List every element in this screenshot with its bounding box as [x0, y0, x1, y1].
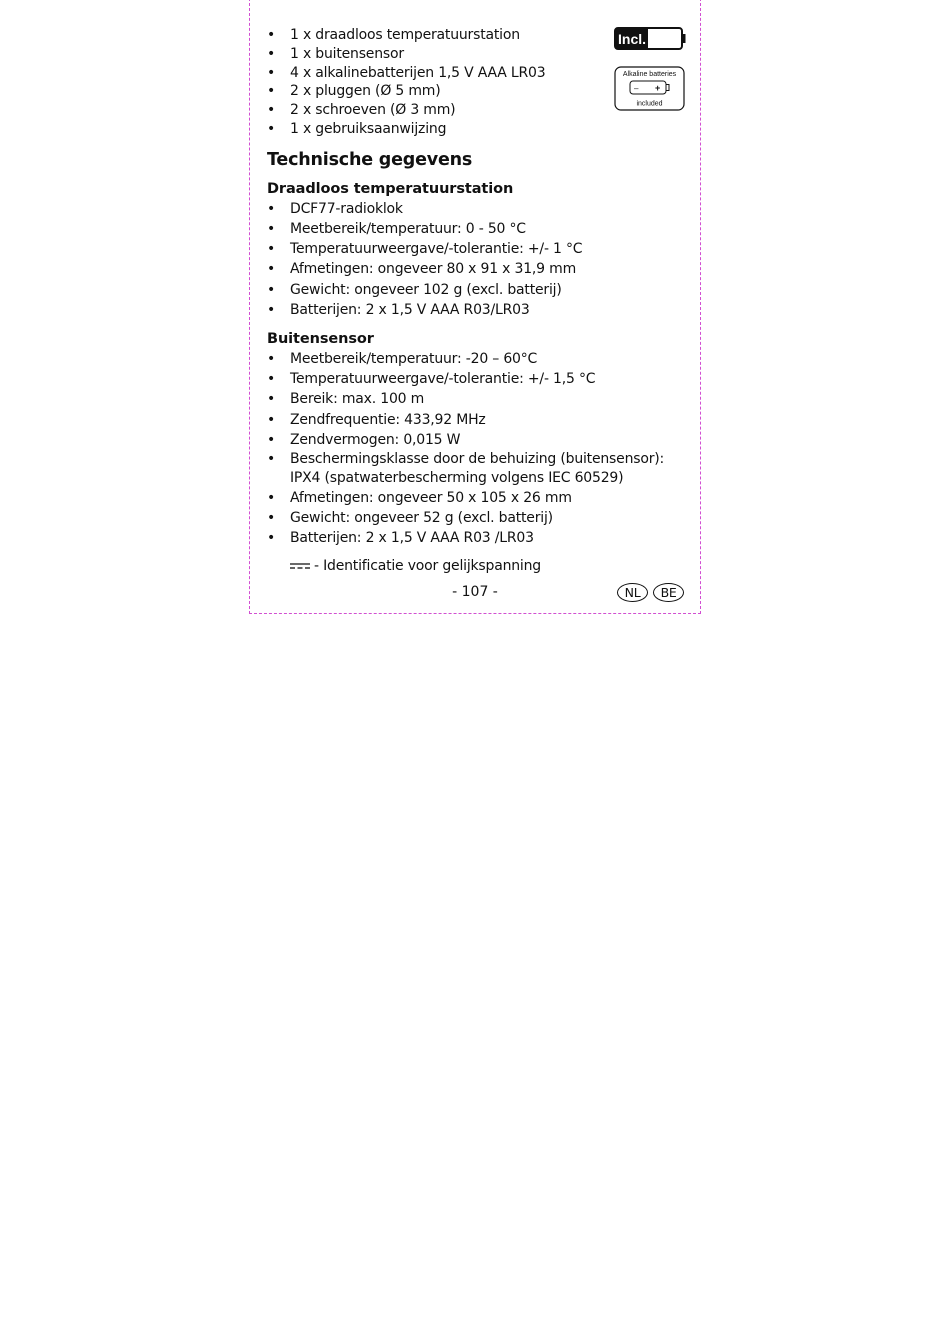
language-badges: [617, 583, 684, 602]
station-heading: Draadloos temperatuurstation: [267, 180, 514, 197]
battery-plus-label: +: [655, 83, 661, 93]
list-item: • Gewicht: ongeveer 102 g (excl. batterij): [267, 280, 687, 300]
list-item: • Zendfrequentie: 433,92 MHz: [267, 410, 687, 430]
scope-of-delivery-list: [267, 26, 687, 139]
language-badge-nl: NL: [617, 583, 648, 602]
list-item: • Meetbereik/temperatuur: 0 - 50 °C: [267, 219, 687, 239]
sensor-heading: Buitensensor: [267, 331, 374, 347]
dc-voltage-note: [267, 557, 687, 575]
battery-minus-label: –: [634, 84, 639, 93]
direct-current-icon: [290, 562, 310, 570]
list-item: • 2 x pluggen (Ø 5 mm): [267, 82, 687, 101]
list-item: • Meetbereik/temperatuur: -20 – 60°C: [267, 349, 687, 369]
protection-class-line2: IPX4 (spatwaterbescherming volgens IEC 60529): [290, 470, 624, 487]
list-item: • Bereik: max. 100 m: [267, 389, 687, 409]
list-item: • 2 x schroeven (Ø 3 mm): [267, 101, 687, 120]
list-item: • Temperatuurweergave/-tolerantie: +/- 1 °C: [267, 239, 687, 259]
incl-label: Incl.: [618, 31, 647, 47]
list-item: • 1 x buitensensor: [267, 45, 687, 64]
list-item: • DCF77-radioklok: [267, 199, 687, 219]
alkaline-bottom-label: included: [636, 100, 663, 108]
language-badge-be: BE: [653, 583, 684, 602]
list-item: • Temperatuurweergave/-tolerantie: +/- 1,5 °C: [267, 369, 687, 389]
station-spec-list: [267, 199, 687, 320]
list-item: • Zendvermogen: 0,015 W: [267, 430, 687, 450]
list-item: • 4 x alkalinebatterijen 1,5 V AAA LR03: [267, 64, 687, 83]
list-item: • Afmetingen: ongeveer 50 x 105 x 26 mm: [267, 488, 687, 508]
list-item: • Batterijen: 2 x 1,5 V AAA R03/LR03: [267, 300, 687, 320]
list-item: • Batterijen: 2 x 1,5 V AAA R03 /LR03: [267, 528, 687, 548]
list-item: • Afmetingen: ongeveer 80 x 91 x 31,9 mm: [267, 259, 687, 279]
section-title: Technische gegevens: [267, 149, 473, 170]
page-content: [267, 26, 687, 575]
list-item: • 1 x gebruiksaanwijzing: [267, 120, 687, 139]
page-number: - 107 -: [452, 584, 498, 600]
list-item: [267, 450, 687, 488]
alkaline-top-label: Alkaline batteries: [622, 71, 677, 78]
list-item: • 1 x draadloos temperatuurstation: [267, 26, 687, 45]
list-item: • Gewicht: ongeveer 52 g (excl. batterij): [267, 508, 687, 528]
dc-note-text: - Identificatie voor gelijkspanning: [314, 557, 541, 574]
protection-class-line1: Beschermingsklasse door de behuizing (buitensensor):: [290, 451, 665, 468]
sensor-spec-list: [267, 349, 687, 549]
